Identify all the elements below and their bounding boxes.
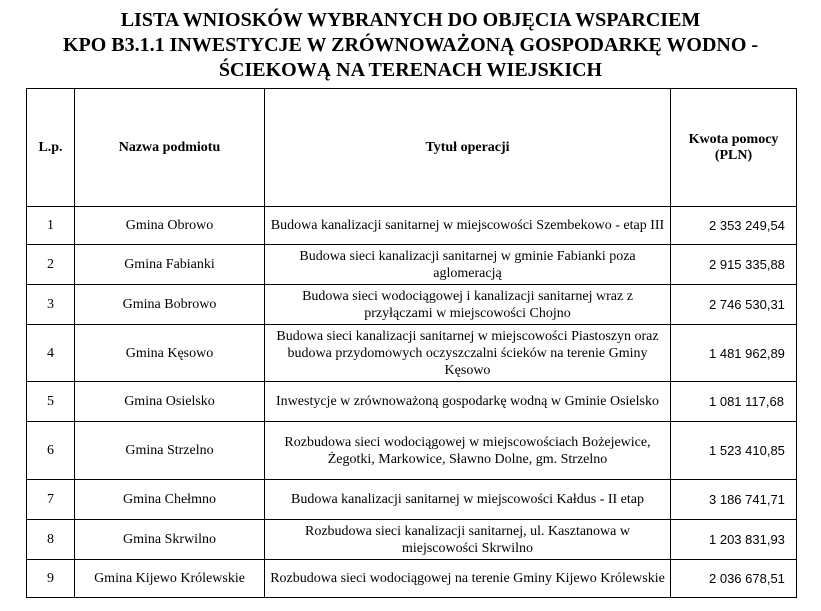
table-row <box>27 560 797 598</box>
table-row <box>27 207 797 245</box>
table-row <box>27 285 797 325</box>
cell-lp: 2 <box>27 245 75 285</box>
cell-name: Gmina Chełmno <box>75 480 265 520</box>
cell-title: Budowa sieci kanalizacji sanitarnej w gminie Fabianki poza aglomeracją <box>265 245 671 285</box>
header-name: Nazwa podmiotu <box>75 89 265 207</box>
cell-name: Gmina Skrwilno <box>75 520 265 560</box>
cell-title: Budowa sieci wodociągowej i kanalizacji sanitarnej wraz z przyłączami w miejscowości Chojno <box>265 285 671 325</box>
cell-title: Inwestycje w zrównoważoną gospodarkę wodną w Gminie Osielsko <box>265 382 671 422</box>
cell-amount: 3 186 741,71 <box>671 480 797 520</box>
cell-name: Gmina Fabianki <box>75 245 265 285</box>
cell-title: Rozbudowa sieci wodociągowej w miejscowościach Bożejewice, Żegotki, Markowice, Sławno Dolne, gm. Strzelno <box>265 422 671 480</box>
cell-amount: 2 915 335,88 <box>671 245 797 285</box>
cell-amount: 1 081 117,68 <box>671 382 797 422</box>
cell-name: Gmina Bobrowo <box>75 285 265 325</box>
cell-amount: 2 036 678,51 <box>671 560 797 598</box>
cell-lp: 8 <box>27 520 75 560</box>
table-row <box>27 480 797 520</box>
cell-title: Rozbudowa sieci kanalizacji sanitarnej, ul. Kasztanowa w miejscowości Skrwilno <box>265 520 671 560</box>
cell-lp: 4 <box>27 325 75 382</box>
cell-amount: 2 746 530,31 <box>671 285 797 325</box>
cell-amount: 1 203 831,93 <box>671 520 797 560</box>
cell-name: Gmina Kęsowo <box>75 325 265 382</box>
cell-title: Budowa kanalizacji sanitarnej w miejscowości Szembekowo - etap III <box>265 207 671 245</box>
cell-amount: 1 481 962,89 <box>671 325 797 382</box>
document-title-line-3: ŚCIEKOWĄ NA TERENACH WIEJSKICH <box>218 59 603 81</box>
table-row <box>27 325 797 382</box>
document-title-line-2: KPO B3.1.1 INWESTYCJE W ZRÓWNOWAŻONĄ GOSPODARKĘ WODNO - <box>62 34 759 56</box>
cell-lp: 9 <box>27 560 75 598</box>
cell-title: Rozbudowa sieci wodociągowej na terenie Gminy Kijewo Królewskie <box>265 560 671 598</box>
cell-name: Gmina Strzelno <box>75 422 265 480</box>
cell-lp: 6 <box>27 422 75 480</box>
cell-title: Budowa kanalizacji sanitarnej w miejscowości Kałdus - II etap <box>265 480 671 520</box>
table-row <box>27 422 797 480</box>
header-lp: L.p. <box>27 89 75 207</box>
table-row <box>27 382 797 422</box>
cell-title: Budowa sieci kanalizacji sanitarnej w miejscowości Piastoszyn oraz budowa przydomowych oczyszczalni ścieków na terenie Gminy Kęsowo <box>265 325 671 382</box>
table-header-row <box>27 89 797 207</box>
cell-amount: 1 523 410,85 <box>671 422 797 480</box>
cell-name: Gmina Obrowo <box>75 207 265 245</box>
table-row <box>27 245 797 285</box>
header-title: Tytuł operacji <box>265 89 671 207</box>
document-title-line-1: LISTA WNIOSKÓW WYBRANYCH DO OBJĘCIA WSPARCIEM <box>120 9 701 31</box>
cell-name: Gmina Kijewo Królewskie <box>75 560 265 598</box>
applications-table <box>26 88 797 598</box>
cell-amount: 2 353 249,54 <box>671 207 797 245</box>
header-amount: Kwota pomocy (PLN) <box>671 89 797 207</box>
cell-lp: 1 <box>27 207 75 245</box>
cell-lp: 7 <box>27 480 75 520</box>
cell-name: Gmina Osielsko <box>75 382 265 422</box>
cell-lp: 5 <box>27 382 75 422</box>
cell-lp: 3 <box>27 285 75 325</box>
table-row <box>27 520 797 560</box>
